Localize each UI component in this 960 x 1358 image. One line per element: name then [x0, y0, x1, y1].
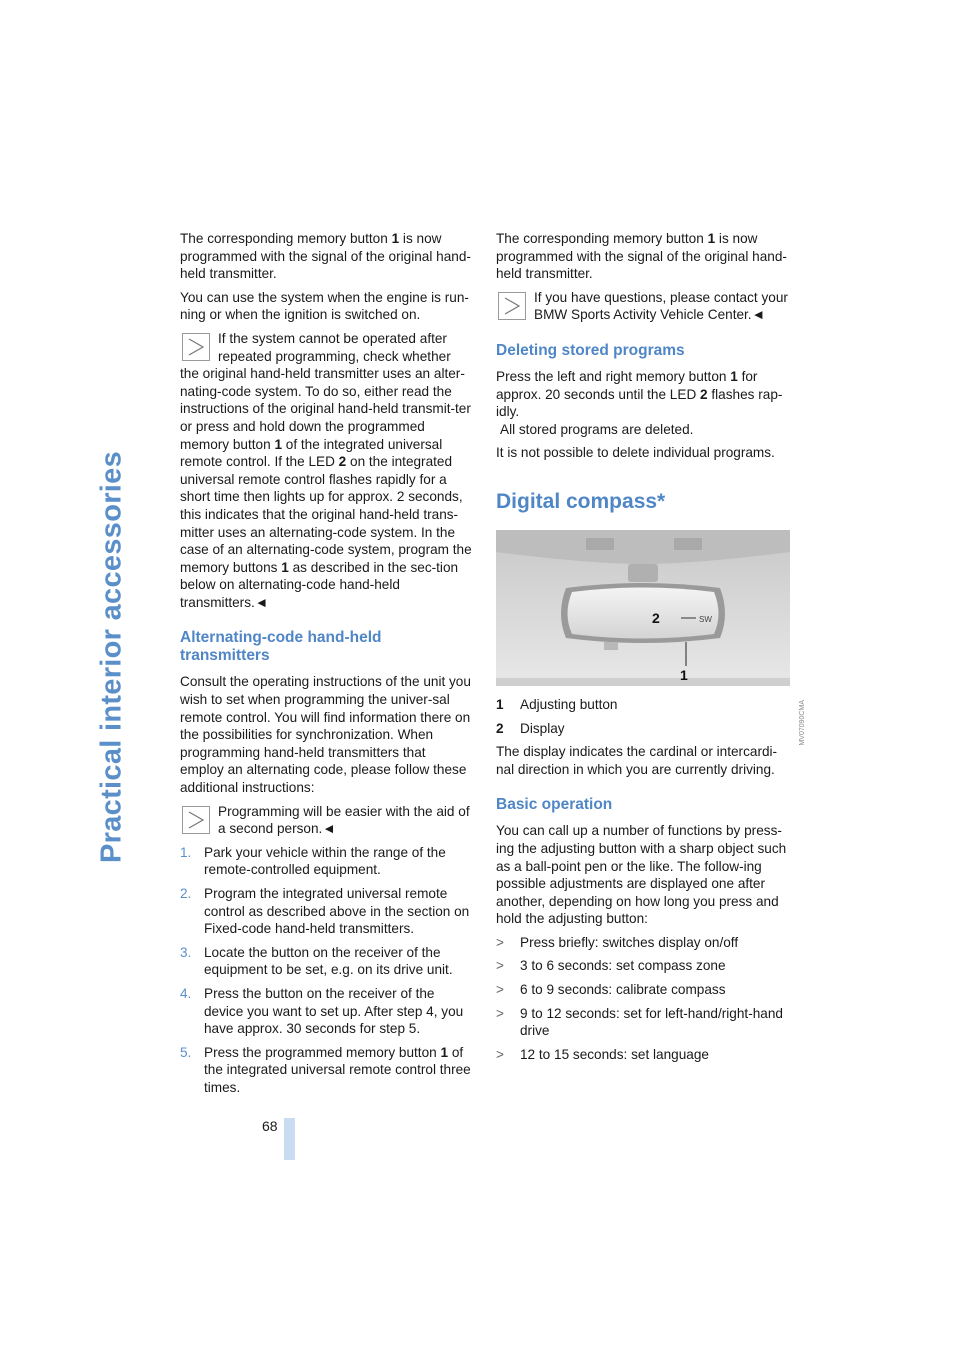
left-column — [180, 230, 472, 1103]
page-number-bar — [284, 1118, 295, 1160]
paragraph: It is not possible to delete individual programs. — [496, 445, 775, 461]
list-item: 4. Press the button on the receiver of the device you want to set up. After step 4, you have approx. 30 seconds for step 5. — [180, 985, 464, 1037]
list-item: 2. Program the integrated universal remote control as described above in the section on Fixed-code hand-held transmitters. — [180, 886, 470, 937]
note-triangle-icon — [498, 292, 526, 320]
legend-item: 2 Display — [496, 720, 565, 736]
figure-legend — [496, 696, 788, 737]
section-heading-basic-operation: Basic operation — [496, 796, 613, 814]
note-box: Programming will be easier with the aid of a second person.◄ — [180, 803, 472, 838]
list-item: > 12 to 15 seconds: set language — [496, 1046, 709, 1062]
figure-label-1: 1 — [680, 666, 688, 683]
list-item: 3. Locate the button on the receiver of the equipment to be set, e.g. on its drive unit. — [180, 944, 453, 978]
paragraph: All stored programs are deleted. — [500, 421, 694, 437]
mirror-illustration — [496, 530, 790, 686]
side-section-title: Practical interior accessories — [95, 450, 128, 864]
list-item: > 3 to 6 seconds: set compass zone — [496, 958, 726, 974]
section-heading-deleting: Deleting stored programs — [496, 341, 685, 359]
paragraph: Press the left and right memory button 1 for approx. 20 seconds until the LED 2 flashes rap-idly. — [496, 368, 783, 420]
end-mark: ◄ — [322, 821, 336, 837]
paragraph: Consult the operating instructions of the unit you wish to set when programming the univer-sal remote control. You will find information there on the possibilities for synchronization. When programming hand-held transmitters that employ an alternating code, please follow these additional instructions: — [180, 674, 471, 796]
list-item: 1. Park your vehicle within the range of the remote-controlled equipment. — [180, 844, 446, 878]
end-mark: ◄ — [751, 307, 766, 323]
legend-item: 1 Adjusting button — [496, 696, 618, 712]
paragraph: You can use the system when the engine is run-ning or when the ignition is switched on. — [180, 289, 469, 323]
end-mark: ◄ — [254, 594, 269, 610]
paragraph: The corresponding memory button 1 is now programmed with the signal of the original hand-held transmitter. — [180, 231, 471, 282]
paragraph: The display indicates the cardinal or intercardi-nal direction in which you are currently driving. — [496, 744, 778, 777]
compass-mirror-photo — [496, 530, 790, 686]
paragraph: The corresponding memory button 1 is now programmed with the signal of the original hand-held transmitter. — [496, 231, 787, 282]
note-box: If you have questions, please contact your BMW Sports Activity Vehicle Center.◄ — [496, 289, 788, 324]
note-triangle-icon — [182, 806, 210, 834]
paragraph: You can call up a number of functions by press-ing the adjusting button with a sharp object such as a ball-point pen or the like. The follow-ing possible adjustments are displayed one after another, depending on how long you press and hold the adjusting button: — [496, 823, 787, 927]
duration-list — [496, 934, 788, 1064]
list-item: > 9 to 12 seconds: set for left-hand/right-hand drive — [496, 1005, 783, 1039]
note-triangle-icon — [182, 333, 210, 361]
list-item: 5. Press the programmed memory button 1 of the integrated universal remote control three times. — [180, 1044, 471, 1095]
compass-display-text: SW — [699, 614, 712, 624]
figure-code: MV07090CMA — [799, 700, 806, 746]
list-item: > Press briefly: switches display on/off — [496, 934, 739, 950]
page-number: 68 — [262, 1118, 278, 1134]
note-box: If the system cannot be operated after repeated programming, check whether the original hand-held transmitter uses an alter-nating-code system. To do so, either read the instructions of the original hand-held transmit-ter or press and hold down the programmed memory button 1 of the integrated universal remote control. If the LED 2 on the integrated universal remote control flashes rapidly for a short time then lights up for approx. 2 seconds, this indicates that the original hand-held trans-mitter uses an alternating-code system. In the case of an alternating-code system, program the memory buttons 1 as described in the sec-tion below on alternating-code hand-held transmitters.◄ — [180, 330, 472, 610]
figure-label-2: 2 — [652, 609, 660, 626]
right-column — [496, 230, 806, 1069]
section-heading-digital-compass: Digital compass* — [496, 489, 666, 513]
steps-list — [180, 844, 472, 1097]
list-item: > 6 to 9 seconds: calibrate compass — [496, 982, 726, 998]
section-heading-alternating-code: Alternating-code hand-held transmitters — [180, 629, 382, 665]
